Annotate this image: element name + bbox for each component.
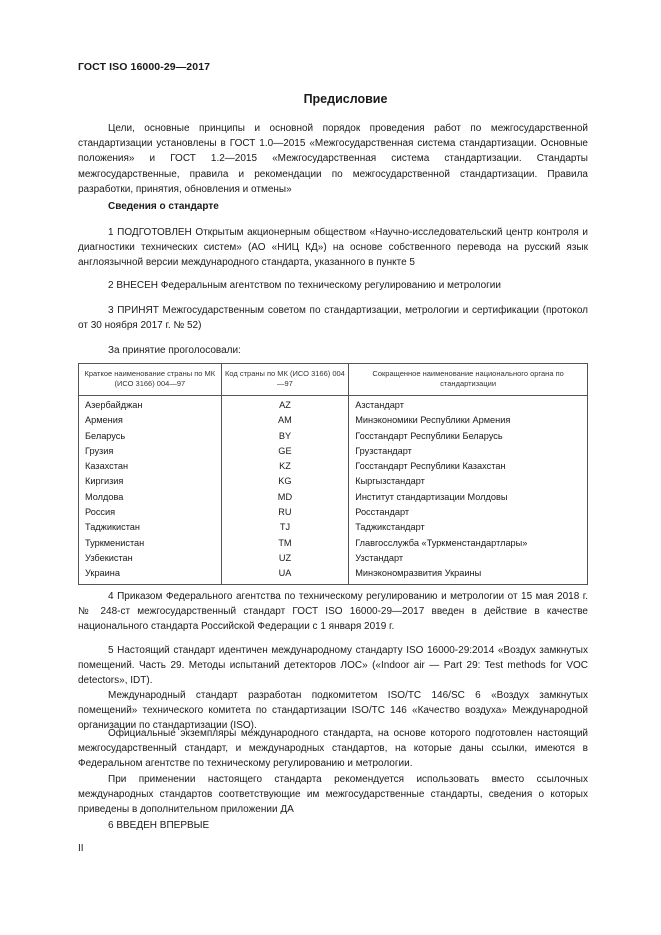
country-code-cell: KZ [221, 459, 349, 474]
country-code-cell: TM [221, 536, 349, 551]
table-row [79, 536, 588, 551]
country-code-cell: GE [221, 444, 349, 459]
table-row [79, 551, 588, 566]
table-row [79, 520, 588, 535]
item-6-first-introduced: 6 ВВЕДЕН ВПЕРВЫЕ [108, 820, 210, 831]
voted-caption: За принятие проголосовали: [108, 345, 241, 356]
standards-body-cell: Узстандарт [349, 551, 588, 566]
country-code-cell: RU [221, 505, 349, 520]
country-name-cell: Узбекистан [79, 551, 222, 566]
country-name-cell: Армения [79, 413, 222, 428]
header-standards-body: Сокращенное наименование национального органа по стандартизации [349, 364, 588, 396]
country-name-cell: Киргизия [79, 474, 222, 489]
item-5-copies: Официальные экземпляры международного стандарта, на основе которого подготовлен настоящий межгосударственный стандарт, и международных стандартов, на которые даны ссылки, имеются в Федеральном агентстве по техническому регулированию и метрологии. [78, 728, 588, 770]
country-code-cell: MD [221, 490, 349, 505]
header-country-code: Код страны по МК (ИСО 3166) 004—97 [221, 364, 349, 396]
standards-body-cell: Азстандарт [349, 396, 588, 414]
country-name-cell: Беларусь [79, 429, 222, 444]
document-id: ГОСТ ISO 16000-29—2017 [78, 61, 211, 73]
table-row [79, 413, 588, 428]
page-number: II [78, 843, 84, 854]
intro-paragraph: Цели, основные принципы и основной порядок проведения работ по межгосударственной стандартизации установлены в ГОСТ 1.0—2015 «Межгосударственная система стандартизации. Основные положения» и ГОСТ 1.2—2015 «Межгосударственная система стандартизации. Стандарты межгосударственные, правила и рекомендации по межгосударственной стандартизации. Правила разработки, принятия, обновления и отмены» [78, 123, 588, 195]
standards-body-cell: Минэкономики Республики Армения [349, 413, 588, 428]
table-header-row [79, 364, 588, 396]
item-3-adopted: 3 ПРИНЯТ Межгосударственным советом по стандартизации, метрологии и сертификации (протокол от 30 ноября 2017 г. № 52) [78, 305, 588, 332]
table-row [79, 429, 588, 444]
standards-body-cell: Госстандарт Республики Беларусь [349, 429, 588, 444]
table-row [79, 459, 588, 474]
table-row [79, 505, 588, 520]
table-row [79, 474, 588, 489]
table-row [79, 566, 588, 584]
table-row [79, 396, 588, 414]
country-name-cell: Таджикистан [79, 520, 222, 535]
info-heading: Сведения о стандарте [108, 201, 219, 212]
country-code-cell: AM [221, 413, 349, 428]
standards-body-cell: Грузстандарт [349, 444, 588, 459]
item-5-developer: Международный стандарт разработан подкомитетом ISO/TC 146/SC 6 «Воздух замкнутых помещений» технического комитета по стандартизации ISO/TC 146 «Качество воздуха» Международной организации по стандартизации (ISO). [78, 690, 588, 732]
country-code-cell: UA [221, 566, 349, 584]
country-name-cell: Азербайджан [79, 396, 222, 414]
standards-body-cell: Главгосслужба «Туркменстандартлары» [349, 536, 588, 551]
standards-body-cell: Минэкономразвития Украины [349, 566, 588, 584]
voting-countries-table [78, 363, 588, 585]
table-row [79, 444, 588, 459]
standards-body-cell: Институт стандартизации Молдовы [349, 490, 588, 505]
table-row [79, 490, 588, 505]
item-4-order: 4 Приказом Федерального агентства по техническому регулированию и метрологии от 15 мая 2018 г. № 248-ст межгосударственный стандарт ГОСТ ISO 16000-29—2017 введен в действие в качестве национального стандарта Российской Федерации с 1 января 2019 г. [78, 591, 588, 633]
country-name-cell: Туркменистан [79, 536, 222, 551]
standards-body-cell: Госстандарт Республики Казахстан [349, 459, 588, 474]
country-name-cell: Казахстан [79, 459, 222, 474]
country-name-cell: Россия [79, 505, 222, 520]
country-code-cell: TJ [221, 520, 349, 535]
item-2-introduced: 2 ВНЕСЕН Федеральным агентством по техническому регулированию и метрологии [108, 280, 501, 291]
standards-body-cell: Кыргызстандарт [349, 474, 588, 489]
country-name-cell: Грузия [79, 444, 222, 459]
header-country-name: Краткое наименование страны по МК (ИСО 3166) 004—97 [79, 364, 222, 396]
page-title: Предисловие [303, 92, 388, 106]
standards-body-cell: Росстандарт [349, 505, 588, 520]
country-code-cell: KG [221, 474, 349, 489]
item-5-application: При применении настоящего стандарта рекомендуется использовать вместо ссылочных международных стандартов соответствующие им межгосударственные стандарты, сведения о которых приведены в дополнительном приложении ДА [78, 774, 588, 816]
item-1-prepared: 1 ПОДГОТОВЛЕН Открытым акционерным обществом «Научно-исследовательский центр контроля и диагностики технических систем» (АО «НИЦ КД») на основе собственного перевода на русский язык англоязычной версии международного стандарта, указанного в пункте 5 [78, 227, 588, 269]
country-name-cell: Украина [79, 566, 222, 584]
item-5-identical: 5 Настоящий стандарт идентичен международному стандарту ISO 16000-29:2014 «Воздух замкнутых помещений. Часть 29. Методы испытаний детекторов ЛОС» («Indoor air — Part 29: Test methods for VOC detectors», IDT). [78, 645, 588, 687]
country-name-cell: Молдова [79, 490, 222, 505]
standards-body-cell: Таджикстандарт [349, 520, 588, 535]
country-code-cell: AZ [221, 396, 349, 414]
country-code-cell: UZ [221, 551, 349, 566]
country-code-cell: BY [221, 429, 349, 444]
